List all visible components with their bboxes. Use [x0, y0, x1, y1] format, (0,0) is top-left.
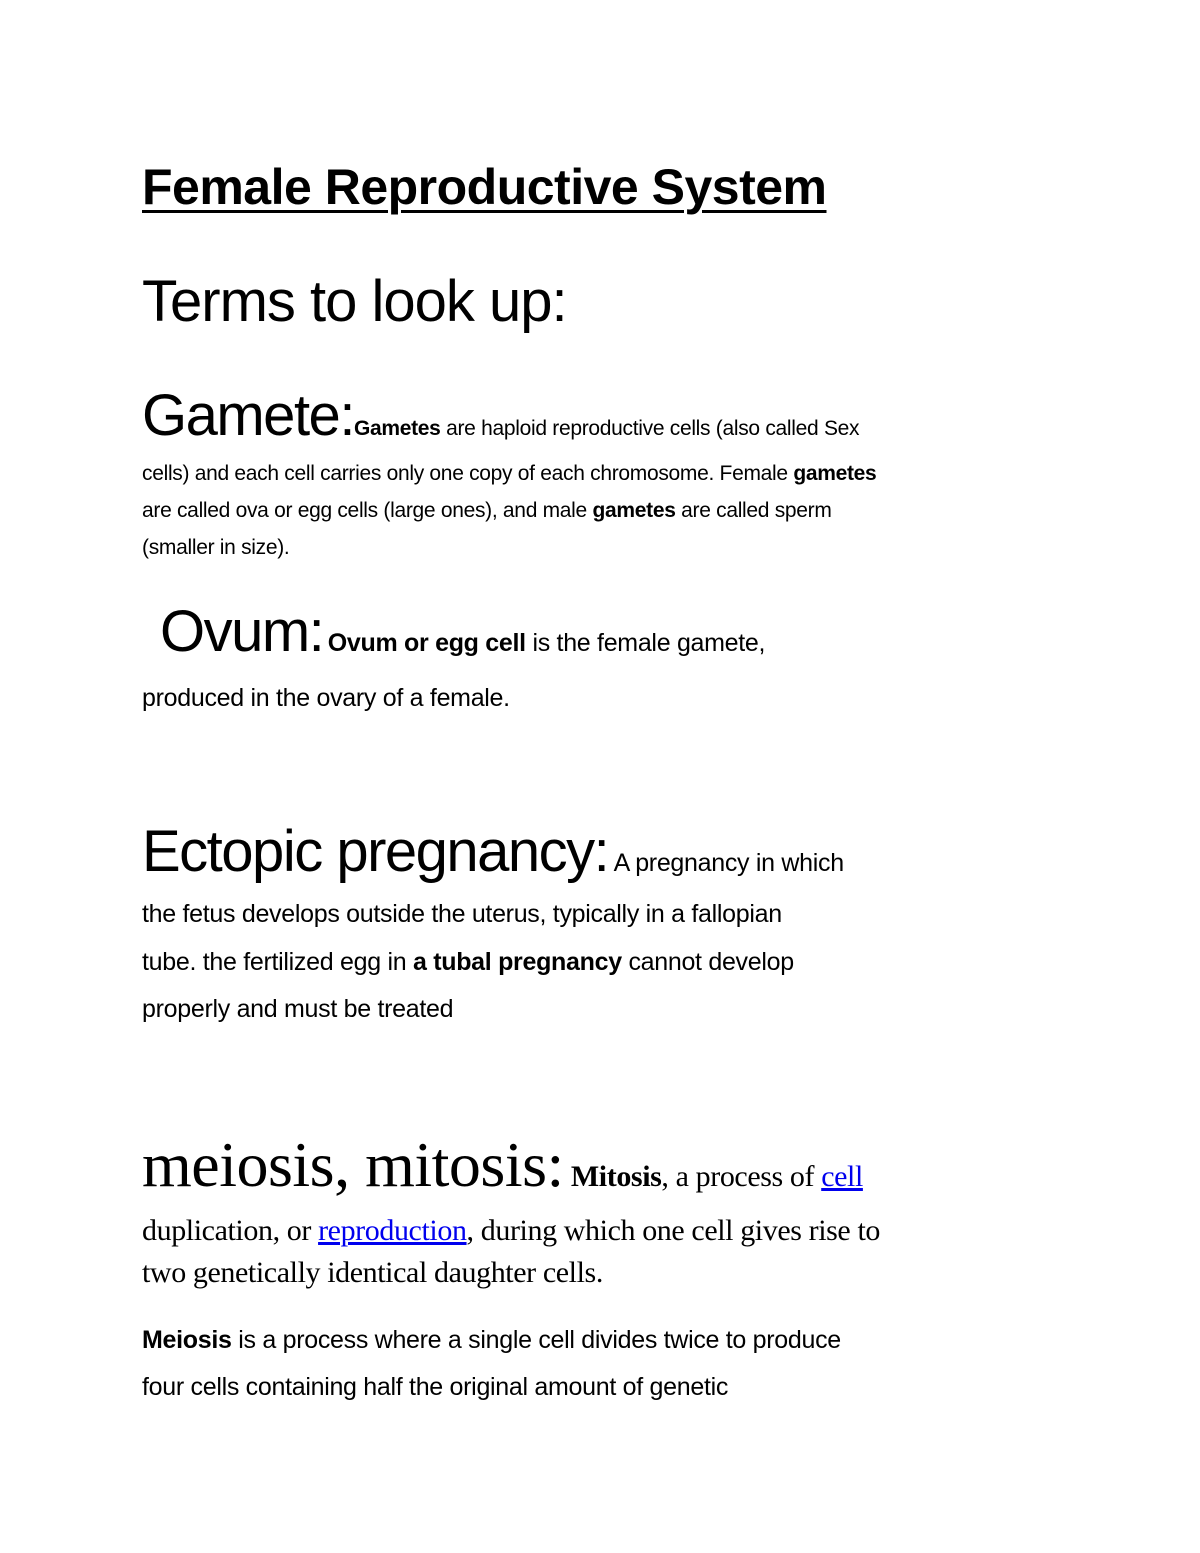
gamete-line-2: cells) and each cell carries only one copy of each chromosome. Female gametes [142, 462, 877, 485]
term-meiosis-mitosis: meiosis, mitosis: [142, 1129, 564, 1200]
term-gamete: Gamete: [142, 383, 354, 448]
meiosis-line-1: Meiosis is a process where a single cell divides twice to produce [142, 1326, 841, 1354]
term-ovum: Ovum: [160, 599, 324, 664]
gamete-line-4: (smaller in size). [142, 536, 290, 559]
mitosis-line-2: duplication, or reproduction, during which one cell gives rise to [142, 1214, 880, 1247]
ectopic-line-3: tube. the fertilized egg in a tubal pregnancy cannot develop [142, 948, 794, 976]
term-ectopic-pregnancy: Ectopic pregnancy: [142, 819, 609, 884]
gametes-bold: Gametes [353, 417, 441, 440]
ectopic-line-1: Ectopic pregnancy: A pregnancy in which [142, 819, 844, 884]
ectopic-line-2: the fetus develops outside the uterus, typically in a fallopian [142, 900, 782, 928]
subtitle-terms: Terms to look up: [142, 269, 567, 334]
mitosis-line-3: two genetically identical daughter cells. [142, 1256, 603, 1289]
meiosis-line-2: four cells containing half the original amount of genetic [142, 1373, 729, 1401]
ovum-line-1: Ovum: Ovum or egg cell is the female gamete, [160, 599, 766, 664]
ovum-line-2: produced in the ovary of a female. [142, 684, 510, 712]
mitosis-line-1: meiosis, mitosis: Mitosis, a process of cell [142, 1129, 863, 1200]
document-title: Female Reproductive System [142, 159, 827, 215]
gamete-line-3: are called ova or egg cells (large ones), and male gametes are called sperm [142, 499, 832, 522]
link-cell[interactable]: cell [821, 1160, 863, 1193]
gamete-line-1: Gamete:Gametes are haploid reproductive cells (also called Sex [142, 383, 860, 448]
link-reproduction[interactable]: reproduction [318, 1214, 467, 1247]
ectopic-line-4: properly and must be treated [142, 995, 454, 1023]
